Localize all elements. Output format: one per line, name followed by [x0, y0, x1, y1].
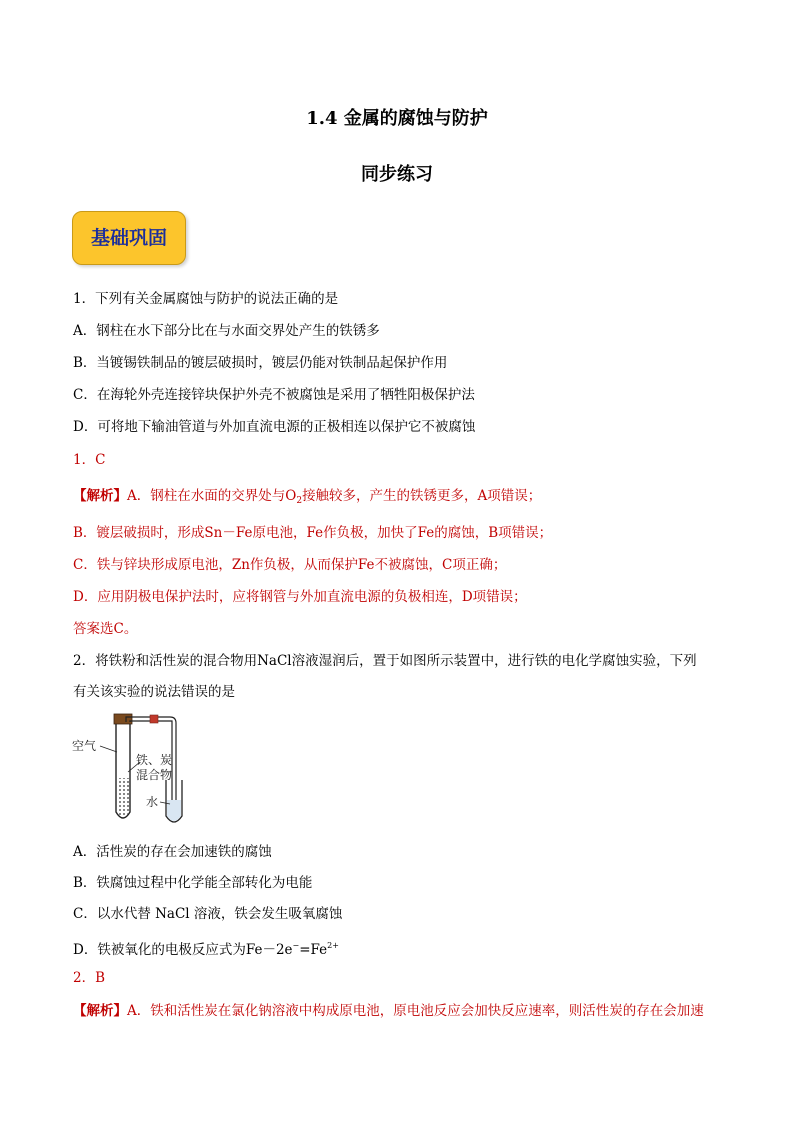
question-1-option-a: A．钢柱在水下部分比在与水面交界处产生的铁锈多	[73, 323, 380, 339]
question-2-stem-line-2: 有关该实验的说法错误的是	[73, 684, 235, 700]
question-1-option-b: B．当镀锡铁制品的镀层破损时，镀层仍能对铁制品起保护作用	[73, 355, 448, 371]
question-1-analysis-line-1: 【解析】A．钢柱在水面的交界处与$O_2$接触较多，产生的铁锈更多，A项错误；	[73, 488, 542, 506]
question-1-stem: 1．下列有关金属腐蚀与防护的说法正确的是	[73, 291, 339, 307]
question-2-option-c: C．以水代替 NaCl 溶液，铁会发生吸氧腐蚀	[73, 906, 343, 922]
question-1-answer: 1．C	[73, 452, 106, 468]
experiment-apparatus-figure	[70, 712, 210, 832]
rubber-stopper	[114, 714, 132, 724]
question-1-conclusion: 答案选C。	[73, 621, 138, 637]
question-2-option-a: A．活性炭的存在会加速铁的腐蚀	[73, 844, 272, 860]
question-2-option-b: B．铁腐蚀过程中化学能全部转化为电能	[73, 875, 313, 891]
analysis-label: 【解析】	[73, 488, 127, 504]
question-1-option-d: D．可将地下输油管道与外加直流电源的正极相连以保护它不被腐蚀	[73, 419, 476, 435]
iron-carbon-mixture	[117, 778, 129, 817]
label-mixture: 混合物	[136, 768, 173, 782]
label-air: 空气	[72, 739, 97, 753]
page-subtitle: 同步练习	[361, 164, 433, 185]
question-2-stem-line-1: 2．将铁粉和活性炭的混合物用NaCl溶液湿润后，置于如图所示装置中，进行铁的电化学腐蚀实验，下列	[73, 653, 697, 669]
section-badge-label: 基础巩固	[90, 227, 167, 249]
question-1-option-c: C．在海轮外壳连接锌块保护外壳不被腐蚀是采用了牺牲阳极保护法	[73, 387, 475, 403]
water-in-tube	[167, 800, 181, 821]
label-water: 水	[146, 795, 159, 809]
question-2-option-d: D．铁被氧化的电极反应式为$Fe-2e^-=Fe^{2+}$	[73, 941, 339, 958]
section-badge	[72, 211, 186, 265]
question-1-analysis-line-4: D．应用阴极电保护法时，应将钢管与外加直流电源的负极相连，D项错误；	[73, 589, 527, 605]
label-iron-carbon: 铁、炭	[136, 753, 173, 767]
question-2-answer: 2．B	[73, 970, 106, 986]
question-2-analysis-line-1: 【解析】A．铁和活性炭在氯化钠溶液中构成原电池，原电池反应会加快反应速率，则活性炭的存在会加速	[73, 1003, 704, 1019]
analysis-label: 【解析】	[73, 1003, 127, 1019]
question-1-analysis-line-3: C．铁与锌块形成原电池，Zn作负极，从而保护Fe不被腐蚀，C项正确；	[73, 557, 507, 573]
page-title: 1.4 金属的腐蚀与防护	[306, 108, 488, 129]
question-1-analysis-line-2: B．镀层破损时，形成Sn－Fe原电池，Fe作负极，加快了Fe的腐蚀，B项错误；	[73, 525, 553, 541]
rubber-joint	[150, 715, 158, 723]
